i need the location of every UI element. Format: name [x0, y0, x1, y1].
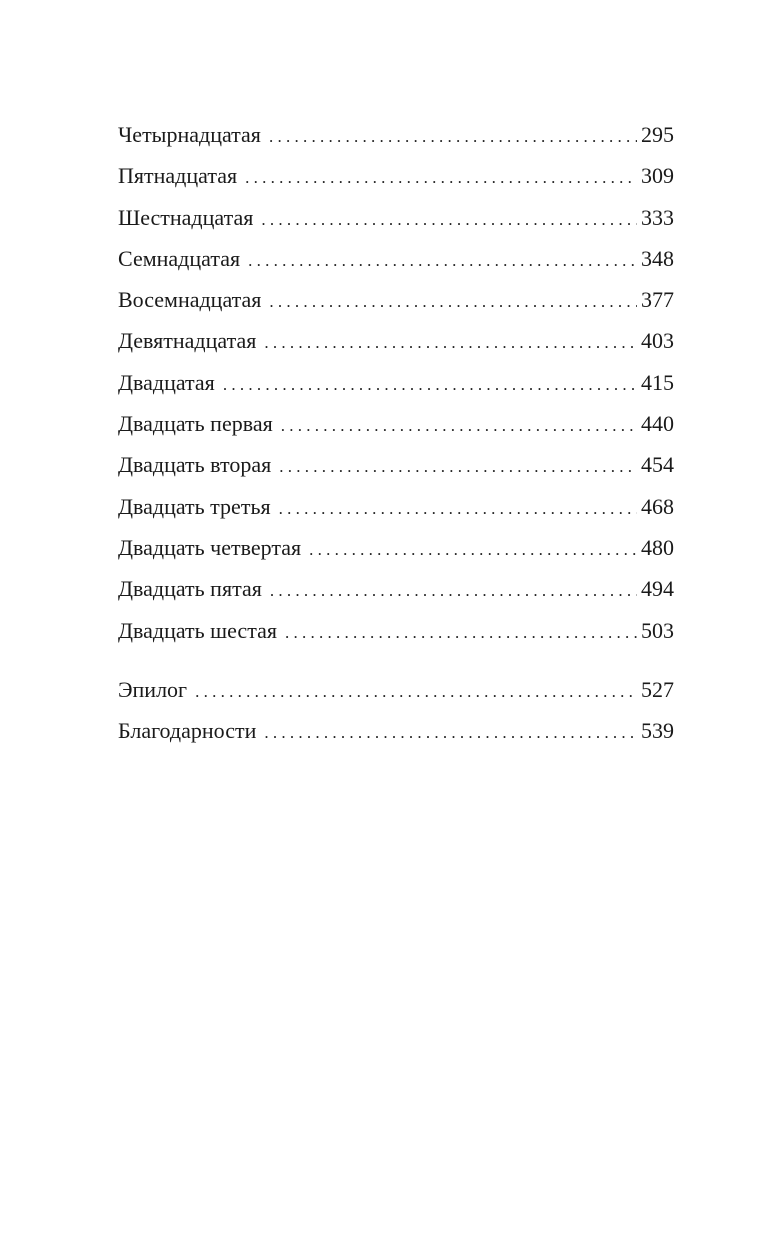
- toc-entry-title: Девятнадцатая: [118, 328, 257, 354]
- dot-leader: [261, 199, 637, 240]
- toc-entry-page: 348: [641, 245, 674, 271]
- toc-entry-title: Двадцать четвертая: [118, 534, 302, 560]
- toc-entry: [118, 486, 674, 527]
- toc-entry-page: 527: [641, 676, 674, 702]
- toc-entry: [118, 320, 674, 361]
- back-matter-list: [118, 669, 674, 752]
- toc-entry: [118, 279, 674, 320]
- toc-entry: [118, 114, 674, 155]
- dot-leader: [264, 712, 637, 753]
- toc-entry-page: 377: [641, 287, 674, 313]
- toc-entry-page: 539: [641, 718, 674, 744]
- dot-leader: [248, 240, 637, 281]
- toc-entry: [118, 710, 674, 751]
- table-of-contents: [118, 114, 674, 751]
- toc-entry-title: Восемнадцатая: [118, 287, 262, 313]
- toc-entry-title: Шестнадцатая: [118, 204, 254, 230]
- toc-entry: [118, 527, 674, 568]
- dot-leader: [245, 157, 637, 198]
- toc-entry-page: 333: [641, 204, 674, 230]
- toc-entry: [118, 444, 674, 485]
- dot-leader: [223, 364, 637, 405]
- dot-leader: [264, 322, 637, 363]
- toc-entry: [118, 669, 674, 710]
- toc-entry-page: 494: [641, 576, 674, 602]
- toc-entry-title: Двадцать шестая: [118, 617, 277, 643]
- toc-entry: [118, 362, 674, 403]
- dot-leader: [309, 529, 637, 570]
- toc-entry-title: Пятнадцатая: [118, 163, 238, 189]
- toc-entry-page: 503: [641, 617, 674, 643]
- toc-entry-page: 440: [641, 411, 674, 437]
- toc-entry-title: Двадцатая: [118, 369, 215, 395]
- toc-entry: [118, 155, 674, 196]
- toc-entry-title: Двадцать третья: [118, 493, 271, 519]
- dot-leader: [285, 612, 637, 653]
- dot-leader: [269, 281, 637, 322]
- toc-entry: [118, 610, 674, 651]
- toc-entry-title: Двадцать вторая: [118, 452, 272, 478]
- dot-leader: [269, 116, 637, 157]
- toc-entry-title: Двадцать первая: [118, 411, 273, 437]
- toc-entry-page: 468: [641, 493, 674, 519]
- toc-entry-page: 415: [641, 369, 674, 395]
- toc-entry-title: Эпилог: [118, 676, 188, 702]
- toc-entry: [118, 568, 674, 609]
- dot-leader: [270, 570, 637, 611]
- toc-entry-page: 403: [641, 328, 674, 354]
- toc-entry-page: 480: [641, 534, 674, 560]
- toc-entry-title: Двадцать пятая: [118, 576, 262, 602]
- dot-leader: [281, 405, 637, 446]
- toc-entry: [118, 197, 674, 238]
- toc-entry-title: Семнадцатая: [118, 245, 241, 271]
- chapters-list: [118, 114, 674, 651]
- toc-entry-page: 454: [641, 452, 674, 478]
- toc-entry: [118, 238, 674, 279]
- toc-entry-title: Четырнадцатая: [118, 122, 261, 147]
- toc-entry-page: 309: [641, 163, 674, 189]
- dot-leader: [279, 488, 637, 529]
- dot-leader: [195, 671, 637, 712]
- toc-entry-page: 295: [641, 122, 674, 147]
- dot-leader: [279, 446, 637, 487]
- toc-entry-title: Благодарности: [118, 718, 257, 744]
- toc-entry: [118, 403, 674, 444]
